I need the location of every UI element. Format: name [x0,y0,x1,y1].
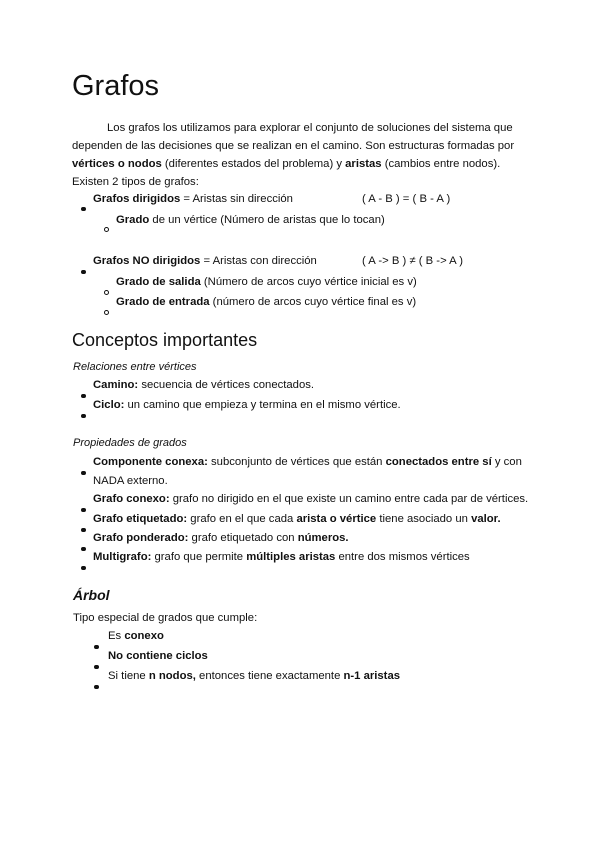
arbol-item-aristas [108,670,400,682]
bullet-dot [81,385,86,403]
item-bold: números. [297,532,349,544]
type-directed-text: = Aristas sin dirección [180,193,293,205]
sub-bold: Grado [116,214,150,226]
item-bold: valor. [471,513,501,525]
page-title: Grafos [72,70,160,102]
item-bold: n nodos, [148,670,196,682]
sub-text: de un vértice (Número de aristas que lo tocan) [149,214,385,226]
item-bold: Ciclo: [93,399,125,411]
item-bold: conectados entre sí [385,456,492,468]
bullet-dot [81,557,86,575]
type-directed-bold: Grafos dirigidos [93,193,181,205]
type-directed-formula: ( A - B ) = ( B - A ) [362,193,451,205]
item-text: Es [108,630,125,642]
bullet-dot [81,198,86,216]
sub-text: (Número de arcos cuyo vértice inicial es v) [200,276,417,288]
list-item-componente-cont: NADA externo. [93,475,168,487]
item-text: grafo que permite [151,551,247,563]
item-text: subconjunto de vértices que están [207,456,386,468]
item-text: secuencia de vértices conectados. [138,379,315,391]
arbol-item-ciclos [108,650,208,662]
bullet-dot [94,636,99,654]
type-undirected-bold: Grafos NO dirigidos [93,255,201,267]
item-bold: Componente conexa: [93,456,208,468]
item-bold: Grafo conexo: [93,493,170,505]
intro-bold-aristas: aristas [345,158,382,170]
bullet-dot [81,538,86,556]
intro-text: (diferentes estados del problema) y [161,158,346,170]
list-item-conexo [93,493,528,505]
type-undirected-formula: ( A -> B ) ≠ ( B -> A ) [362,255,463,267]
sub-bold: Grado de entrada [116,296,210,308]
item-text: grafo en el que cada [187,513,297,525]
list-item-camino [93,379,314,391]
item-text: grafo etiquetado con [188,532,298,544]
sub-bold: Grado de salida [116,276,201,288]
intro-paragraph [72,119,532,191]
type-directed [93,193,293,205]
sub-text: (número de arcos cuyo vértice final es v) [209,296,417,308]
subheading-propiedades: Propiedades de grados [73,437,187,449]
list-item-multigrafo [93,551,470,563]
bullet-dot [81,519,86,537]
item-text: tiene asociado un [376,513,472,525]
list-item-ciclo [93,399,401,411]
type-directed-sub [116,214,385,226]
intro-text: (cambios entre nodos). [381,158,501,170]
sub-bullet-ring [104,282,109,300]
item-bold: Multigrafo: [93,551,152,563]
arbol-intro: Tipo especial de grados que cumple: [73,612,258,624]
bullet-dot [81,261,86,279]
item-bold: conexo [124,630,164,642]
type-undirected [93,255,317,267]
item-bold: Camino: [93,379,139,391]
item-text: grafo no dirigido en el que existe un camino entre cada par de vértices. [169,493,529,505]
intro-bold-vertices: vértices o nodos [72,158,162,170]
bullet-dot [81,462,86,480]
item-text: y con [491,456,522,468]
section-heading-conceptos: Conceptos importantes [72,330,258,350]
bullet-dot [81,405,86,423]
item-text: un camino que empieza y termina en el mismo vértice. [124,399,401,411]
item-bold: n-1 aristas [343,670,401,682]
intro-line-4: Existen 2 tipos de grafos: [72,176,199,188]
type-undirected-text: = Aristas con dirección [200,255,317,267]
item-bold: arista o vértice [296,513,377,525]
item-bold: No contiene ciclos [108,650,208,662]
list-item-ponderado [93,532,349,544]
list-item-componente [93,456,522,468]
bullet-dot [94,676,99,694]
bullet-dot [94,656,99,674]
intro-line-1: Los grafos los utilizamos para explorar el conjunto de soluciones del sistema que [107,122,513,134]
bullet-dot [81,499,86,517]
intro-line-3 [72,155,532,173]
item-text: entonces tiene exactamente [195,670,344,682]
section-heading-arbol: Árbol [73,587,110,603]
type-undirected-sub-2 [116,296,416,308]
arbol-item-conexo [108,630,164,642]
item-bold: Grafo etiquetado: [93,513,188,525]
item-bold: múltiples aristas [246,551,336,563]
list-item-etiquetado [93,513,501,525]
sub-bullet-ring [104,219,109,237]
intro-line-2: dependen de las decisiones que se realizan en el camino. Son estructuras formadas por [72,140,515,152]
item-bold: Grafo ponderado: [93,532,189,544]
subheading-relaciones: Relaciones entre vértices [73,361,197,373]
type-undirected-sub-1 [116,276,417,288]
item-text: entre dos mismos vértices [335,551,470,563]
sub-bullet-ring [104,302,109,320]
item-text: Si tiene [108,670,149,682]
